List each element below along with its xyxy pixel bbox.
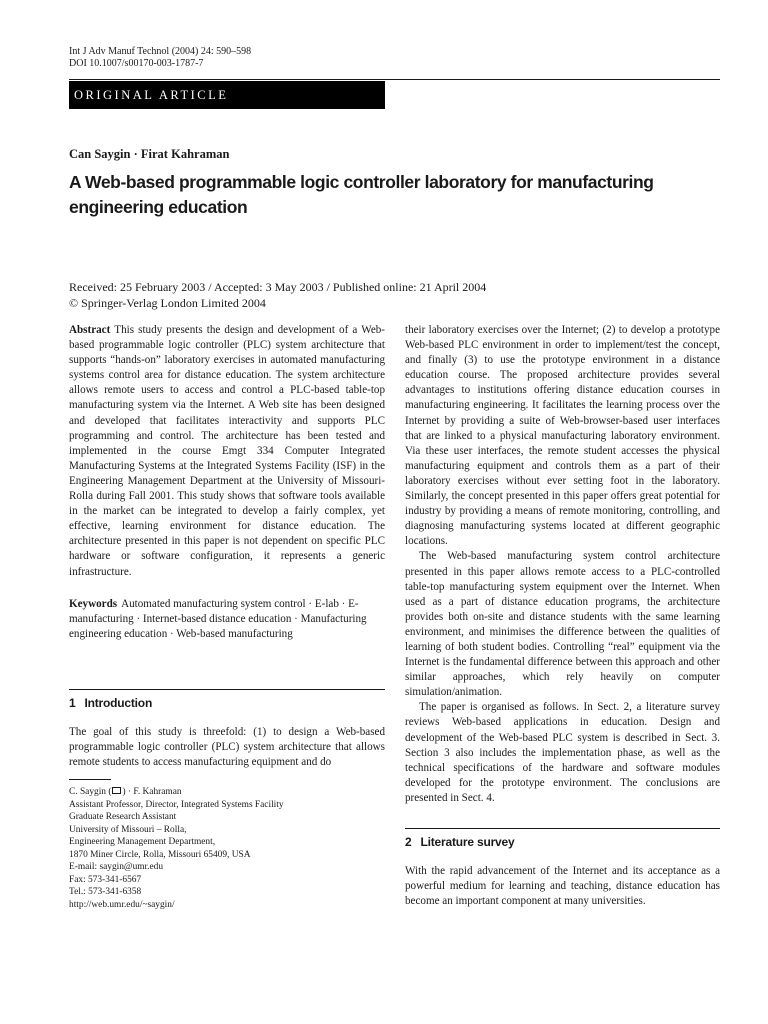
affil-line: 1870 Miner Circle, Rolla, Missouri 65409, USA bbox=[69, 849, 251, 860]
paper-title: A Web-based programmable logic controller laboratory for manufacturing engineering education bbox=[69, 172, 654, 217]
section-1-rule bbox=[69, 689, 385, 690]
section-2-rule bbox=[405, 828, 720, 829]
abstract-text: This study presents the design and development of a Web-based programmable logic controller (PLC) system architecture that supports “hands-on” laboratory exercises in automated manufacturing systems control area for distance education. The system architecture allows remote users to access and control a PLC-based table-top manufacturing system via the Internet. A Web site has been designed and developed that facilitates interactivity and supports PLC programming and control. The architecture has been tested and implemented in the course Emgt 334 Computer Integrated Manufacturing Systems at the Integrated Systems Facility (ISF) in the Engineering Management Department at the University of Missouri-Rolla during Fall 2001. This study shows that software tools available in the market can be integrated to develop a fairly complex, yet effective, learning environment for distance education. The architecture presented in this paper is not dependent on specific PLC hardware or software configuration, it represents a generic infrastructure. bbox=[69, 324, 385, 578]
doi: DOI 10.1007/s00170-003-1787-7 bbox=[69, 58, 204, 69]
keywords-text: Automated manufacturing system control · E-lab · E-manufacturing · Internet-based distance education · Manufacturing engineering education · Web-based manufacturing bbox=[69, 598, 367, 641]
section-1-heading bbox=[69, 696, 152, 710]
telephone: Tel.: 573-341-6358 bbox=[69, 887, 142, 897]
received-line: Received: 25 February 2003 / Accepted: 3 May 2003 / Published online: 21 April 2004 bbox=[69, 280, 487, 294]
section-1-title: Introduction bbox=[84, 696, 153, 710]
section-2-heading bbox=[405, 835, 514, 849]
intro-para-2: their laboratory exercises over the Internet; (2) to develop a prototype Web-based PLC environment in order to implement/test the concept, and finally (3) to use the prototype environment in a distance education course. The proposed architecture provides several advantages to institutions offering distance education courses in manufacturing engineering. It facilitates the learning process over the Internet by providing a suite of Web-browser-based user interfaces that are linked to a physical manufacturing laboratory environment. Via these user interfaces, the remote student accesses the physical manufacturing equipment and controls them as a part of their laboratory exercises without ever setting foot in the laboratory. Similarly, the concept presented in this paper offers great potential for industry by providing a means of remote monitoring, controlling, and diagnosing manufacturing systems located at different geographic locations. bbox=[405, 324, 720, 548]
footnote-rule bbox=[69, 779, 111, 780]
affil-line: Graduate Research Assistant bbox=[69, 812, 177, 822]
article-type-banner: ORIGINAL ARTICLE bbox=[69, 81, 385, 109]
fax: Fax: 573-341-6567 bbox=[69, 874, 142, 885]
affil-line: University of Missouri – Rolla, bbox=[69, 824, 187, 835]
section-2-number: 2 bbox=[405, 835, 412, 849]
section-2-title: Literature survey bbox=[420, 835, 515, 849]
publication-dates bbox=[69, 279, 486, 311]
keywords-label: Keywords bbox=[69, 598, 118, 610]
envelope-icon bbox=[112, 787, 121, 794]
keywords bbox=[69, 597, 385, 642]
authors: Can Saygin · Firat Kahraman bbox=[69, 147, 230, 161]
intro-para-1: The goal of this study is threefold: (1) to design a Web-based programmable logic controller (PLC) system architecture that allows remote students to access manufacturing equipment and do bbox=[69, 726, 385, 769]
journal-citation: Int J Adv Manuf Technol (2004) 24: 590–598 bbox=[69, 46, 252, 57]
copyright-line: © Springer-Verlag London Limited 2004 bbox=[69, 296, 266, 310]
section-1-number: 1 bbox=[69, 696, 76, 710]
abstract-label: Abstract bbox=[69, 324, 111, 336]
affiliation-footnote bbox=[69, 786, 385, 911]
introduction-paragraph bbox=[69, 725, 385, 770]
header-rule bbox=[69, 79, 720, 80]
intro-para-4: The paper is organised as follows. In Sect. 2, a literature survey reviews Web-based applications in education. Design and development of the Web-based PLC system is described in Sect. 3. Section 3 also includes the implementation phase, as well as the technical specifications of the hardware and software modules developed for the prototype environment. The conclusions are presented in Sect. 4. bbox=[405, 701, 720, 804]
corresponding-authors: C. Saygin ( ) · F. Kahraman bbox=[69, 787, 182, 797]
homepage-url: http://web.umr.edu/~saygin/ bbox=[69, 899, 175, 910]
literature-survey-paragraph bbox=[405, 864, 720, 909]
intro-para-3: The Web-based manufacturing system control architecture presented in this paper allows remote access to a PLC-controlled table-top manufacturing system equipment over the Internet. When used as a part of distance education programs, the architecture provides both on-site and distance students with the same learning environment, and minimises the difference between the qualities of learning of both student bodies. Controlling “real” equipment via the Internet is the fundamental difference between this approach and other similar approaches, which rely heavily on computer simulation/animation. bbox=[405, 550, 720, 699]
email: E-mail: saygin@umr.edu bbox=[69, 862, 164, 872]
journal-header bbox=[69, 46, 251, 70]
lit-para-1: With the rapid advancement of the Internet and its acceptance as a powerful medium for learning and teaching, distance education has become an important component at many universities. bbox=[405, 865, 720, 908]
abstract bbox=[69, 323, 385, 580]
introduction-continued bbox=[405, 323, 720, 806]
affil-line: Engineering Management Department, bbox=[69, 837, 216, 847]
affil-line: Assistant Professor, Director, Integrated Systems Facility bbox=[69, 799, 284, 810]
